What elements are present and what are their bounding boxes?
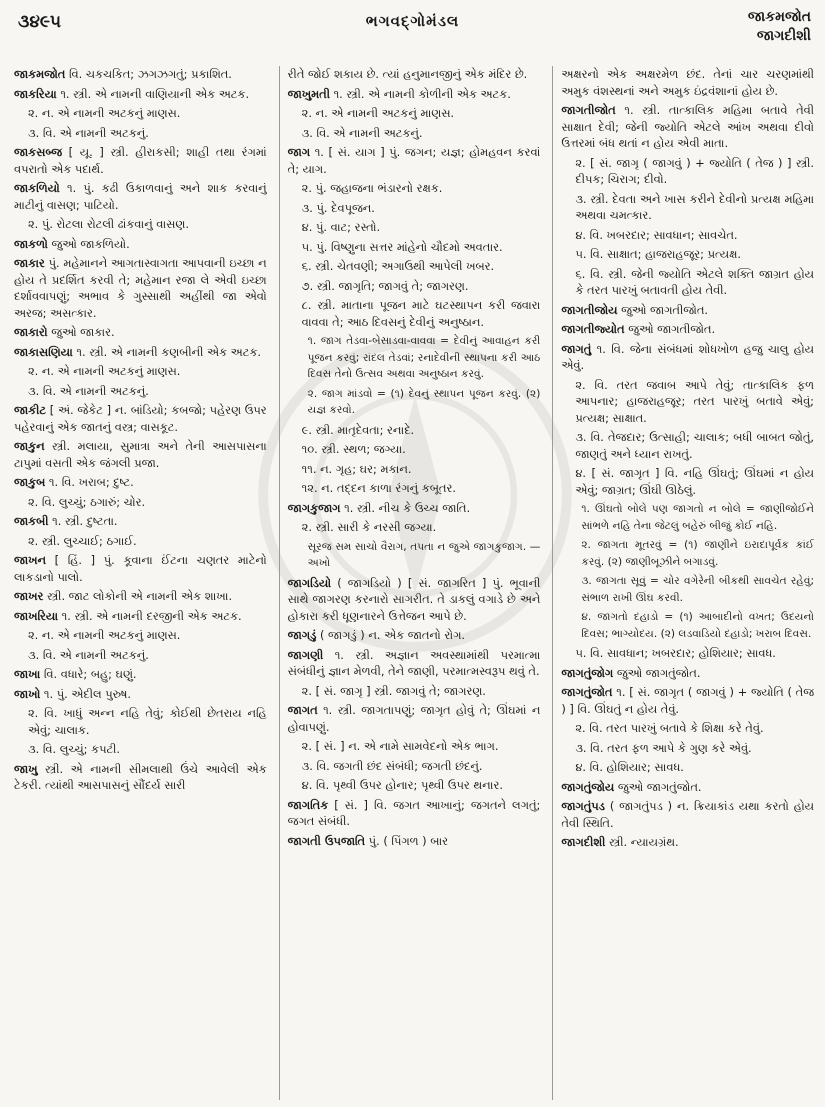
dictionary-entry bbox=[288, 200, 541, 217]
dictionary-entry bbox=[288, 461, 541, 478]
headword: જાકળો bbox=[14, 236, 48, 251]
definition-text: ૮. સ્ત્રી. માતાના પૂજન માટે ઘટસ્થાપન કરી જવારા વાવવા તે; આઠ દિવસનું દેવીનું અનુષ્ઠાન. bbox=[301, 298, 541, 329]
definition-text: જુઓ જાગતીજોત. bbox=[617, 302, 709, 317]
definition-text: ૪. [ સં. જાગૃત ] વિ. નહિ ઊંઘતું; ઊંઘમાં ન હોય એવું; જાગ્રત; ઊંઘી ઊઠેલું. bbox=[575, 466, 815, 497]
dictionary-entry bbox=[561, 684, 814, 717]
dictionary-entry bbox=[288, 180, 541, 197]
definition-text: સૂરજ સમ સાચો વૈરાગ, તપતા ન જુએ જાગકુજાગ. — અખો bbox=[307, 540, 541, 569]
headword: જાગ bbox=[287, 145, 311, 159]
headword: જાગતીજોય bbox=[561, 302, 618, 317]
dictionary-entry bbox=[288, 833, 541, 850]
definition-text: ૧. [ સં. યાગ ] પું. જગન; યજ્ઞ; હોમહવન કરવાં તે; યાગ. bbox=[287, 145, 541, 176]
headword: જાકારો bbox=[14, 325, 48, 339]
dictionary-entry bbox=[14, 216, 267, 233]
headword: જાગતીજોત bbox=[561, 103, 616, 117]
headword: જાગતુંજોય bbox=[561, 779, 615, 794]
definition-text: ૩. સ્ત્રી. દેવતા અને ખાસ કરીને દેવીનો પ્રત્યક્ષ મહિમા અથવા ચમત્કાર. bbox=[575, 191, 815, 222]
headword: જાકુબ bbox=[14, 475, 46, 489]
headword: જાકબી bbox=[14, 514, 49, 528]
dictionary-entry bbox=[288, 278, 541, 295]
dictionary-entry bbox=[14, 363, 267, 380]
definition-text: ૧. સ્ત્રી. એ નામની દરજીની એક અટક. bbox=[58, 608, 242, 623]
dictionary-entry bbox=[14, 741, 267, 758]
dictionary-entry bbox=[14, 761, 267, 794]
dictionary-entry bbox=[14, 533, 267, 550]
dictionary-entry bbox=[561, 302, 814, 319]
definition-text: ૨. પું. રોટલા રોટલી ઢાંકવાનું વાસણ. bbox=[28, 217, 189, 231]
definition-text: ૪. વિ. ખબરદાર; સાવધાન; સાવચેત. bbox=[575, 227, 738, 242]
column-right bbox=[552, 66, 814, 1100]
headword: જાખો bbox=[14, 686, 41, 701]
definition-text: ૧. સ્ત્રી. દુષ્ટતા. bbox=[48, 514, 118, 528]
headword: જાકુન bbox=[14, 439, 45, 453]
dictionary-entry bbox=[14, 474, 267, 491]
dictionary-entry bbox=[288, 575, 541, 625]
definition-text: [ સં. ] વિ. જગત આખાનું; જગતને લગતું; જગત સંબંધી. bbox=[287, 797, 541, 828]
dictionary-entry bbox=[14, 513, 267, 530]
headword: જાકસબ્જ bbox=[14, 145, 63, 159]
definition-text: ૩. પું. દેવપૂજન. bbox=[301, 200, 375, 215]
dictionary-entry bbox=[288, 441, 541, 458]
dictionary-entry bbox=[288, 386, 541, 419]
dictionary-columns bbox=[14, 66, 814, 1100]
definition-text: ૨. વિ. લુચ્ચું; ઠગારું; ચોર. bbox=[28, 494, 146, 509]
dictionary-entry bbox=[561, 266, 814, 299]
definition-text: ૨. પું. જહાજના ભંડારનો રક્ષક. bbox=[301, 181, 443, 195]
definition-text: [ હિં. ] પું. કૂવાના ઈંટના ચણતર માટેનો લાકડાનો પાલો. bbox=[14, 553, 267, 584]
dictionary-entry bbox=[561, 321, 814, 338]
definition-text: ૨. ન. એ નામની અટકનું માણસ. bbox=[28, 106, 181, 120]
definition-text: ૨. [ સં. જાગૃ ( જાગવું ) + જ્યોતિ ( તેજ ) ] સ્ત્રી. દીપક; ચિરાગ; દીવો. bbox=[575, 155, 815, 186]
column-middle bbox=[279, 66, 541, 1100]
headword: જાગડું bbox=[287, 628, 317, 642]
definition-text: ૧. સ્ત્રી. એ નામની કણબીની એક અટક. bbox=[72, 344, 261, 359]
dictionary-entry bbox=[561, 609, 814, 642]
dictionary-entry bbox=[561, 573, 814, 606]
definition-text: ૨. ન. એ નામની અટકનું માણસ. bbox=[28, 628, 181, 642]
definition-text: પું. મહેમાનને આગતાસ્વાગતા આપવાની ઇચ્છા ન હોય તે પ્રદર્શિત કરવી તે; મહેમાન રજા લે એવી ઇચ્છા દર્શાવવાપણું; અભાવ કે ગુસ્સાથી અહીંથી જા એવો અરજ; અસત્કાર. bbox=[14, 256, 267, 320]
dictionary-entry bbox=[14, 627, 267, 644]
definition-text: ૨. જાગ માંડવો = (૧) દેવનું સ્થાપન પૂજન કરવું. (૨) યજ્ઞ કરવો. bbox=[307, 387, 541, 416]
dictionary-entry bbox=[14, 383, 267, 400]
definition-text: રીતે જોઈ શકાય છે. ત્યાં હનુમાનજીનું એક મંદિર છે. bbox=[287, 67, 528, 81]
dictionary-entry bbox=[288, 758, 541, 775]
headword: જાગકુજાગ bbox=[287, 500, 341, 515]
dictionary-entry bbox=[14, 705, 267, 738]
definition-text: ૭. સ્ત્રી. જાગૃતિ; જાગવું તે; જાગરણ. bbox=[301, 278, 469, 293]
definition-text: જુઓ જાગતુંજોત. bbox=[614, 779, 702, 794]
dictionary-entry bbox=[14, 324, 267, 341]
dictionary-entry bbox=[288, 258, 541, 275]
definition-text: [ અં. જેકેટ ] ન. બાંડિયો; કબજો; પહેરણ ઉપર પહેરવાનું એક જાતનું વસ્ત્ર; વાસકૂટ. bbox=[14, 403, 267, 434]
dictionary-entry bbox=[561, 779, 814, 796]
dictionary-entry bbox=[14, 255, 267, 321]
definition-text: ( જાગડિયો ) [ સં. જાગરિત ] પું. ભૂવાની સાથે જાગરણ કરનારો સાગરીત. તે ડાકલું વગાડે છે અને હોકારા કરી ધૂણનારને ઉત્તેજન આપે છે. bbox=[287, 575, 541, 623]
definition-text: ૧. સ્ત્રી. જાગતાપણું; જાગૃત હોવું તે; ઊંઘમાં ન હોવાપણું. bbox=[287, 703, 541, 734]
definition-text: જુઓ જાકળિયો. bbox=[47, 236, 130, 251]
definition-text: વિ. વધારે; બહુ; ઘણું. bbox=[40, 667, 137, 681]
headword: જાગદીશી bbox=[561, 835, 606, 849]
definition-text: ૧. સ્ત્રી. અજ્ઞાન અવસ્થામાંથી પરમાત્મા સંબંધીનું જ્ઞાન મેળવી, તેને જાણી, પરમાત્મસ્વરૂપ થવું તે. bbox=[287, 647, 541, 678]
dictionary-entry bbox=[561, 102, 814, 152]
dictionary-entry bbox=[288, 647, 541, 680]
headword: જાગડિયો bbox=[287, 575, 332, 590]
headword: જાકાર bbox=[14, 256, 45, 270]
definition-text: ૫. વિ. સાવધાન; ખબરદાર; હોશિયાર; સાવધ. bbox=[575, 646, 776, 660]
dictionary-entry bbox=[14, 552, 267, 585]
headword: જાખરિયા bbox=[14, 608, 59, 623]
definition-text: ૧. સ્ત્રી. નીચ કે ઉચ્ચ જાતિ. bbox=[340, 500, 471, 515]
headword: જાકમજોત bbox=[14, 67, 66, 81]
dictionary-entry bbox=[288, 480, 541, 497]
dictionary-entry bbox=[14, 647, 267, 664]
dictionary-entry bbox=[561, 246, 814, 263]
definition-text: સ્ત્રી. જાટ લોકોની એ નામની એક શાખા. bbox=[43, 589, 233, 603]
dictionary-entry bbox=[14, 402, 267, 435]
definition-text: વિ. ચકચકિત; ઝગઝગતું; પ્રકાશિત. bbox=[65, 67, 232, 81]
dictionary-entry bbox=[561, 798, 814, 831]
headword: જાકરિયા bbox=[14, 86, 57, 101]
definition-text: ૨. સ્ત્રી. લુચ્ચાઈ; ઠગાઈ. bbox=[28, 533, 137, 548]
definition-text: જુઓ જાગતીજોત. bbox=[624, 322, 716, 336]
dictionary-entry bbox=[288, 125, 541, 142]
definition-text: સ્ત્રી. એ નામની સીમલાથી ઉંચે આવેલી એક ટેકરી. ત્યાંથી આસપાસનું સૌંદર્ય સારી bbox=[14, 761, 267, 792]
dictionary-entry bbox=[14, 180, 267, 213]
dictionary-entry bbox=[288, 239, 541, 256]
definition-text: ૧. સ્ત્રી. તાત્કાલિક મહિમા બતાવે તેવી સાક્ષાત દેવી; જેની જ્યોતિ એટલે આંખ અથવા દીવો ઉત્તરમાં બંધ થતાં ન હોય એવી માતા. bbox=[561, 103, 815, 150]
definition-text: ૩. વિ. તરત ફળ આપે કે ગુણ કરે એવું. bbox=[575, 740, 752, 755]
definition-text: ૯. સ્ત્રી. માતૃદેવતા; રનાદે. bbox=[301, 422, 415, 437]
guide-word-last: જાગદીશી bbox=[756, 28, 811, 44]
headword: જાકીટ bbox=[14, 403, 47, 417]
guide-word-first: જાકમજોત bbox=[747, 9, 811, 25]
dictionary-entry bbox=[561, 740, 814, 757]
definition-text: ૬. વિ. સ્ત્રી. જેની જ્યોતિ એટલે શક્તિ જાગ્રત હોય કે તરત પારખું બતાવતી હોય તેવી. bbox=[575, 266, 815, 297]
definition-text: સ્ત્રી. ન્યાયગ્રંથ. bbox=[605, 835, 679, 849]
dictionary-entry bbox=[561, 501, 814, 534]
definition-text: ૫. પું. વિષ્ણુના સત્તર માંહેનો ચૌદમો અવતાર. bbox=[301, 239, 503, 254]
definition-text: ૨. વિ. તરત પારખું બતાવે કે શિક્ષા કરે તેવું. bbox=[575, 721, 764, 735]
book-title: ભગવદ્ગોમંડલ bbox=[365, 12, 460, 30]
dictionary-entry bbox=[288, 86, 541, 103]
headword: જાગતી ઉપજાતિ bbox=[287, 833, 366, 848]
dictionary-entry bbox=[561, 429, 814, 462]
dictionary-entry bbox=[561, 720, 814, 737]
definition-text: ૩. વિ. એ નામની અટકનું. bbox=[28, 383, 149, 398]
definition-text: ૧. જાગ તેડવા-બેસાડવા-વાવવા = દેવીનું આવાહન કરી પૂજન કરવું; રાંદલ તેડવાં; રનાદેવીની સ્થાપના કરી આઠ દિવસ તેનો ઉત્સવ અથવા અનુષ્ઠાન કરવું. bbox=[307, 335, 541, 380]
dictionary-entry bbox=[288, 500, 541, 517]
dictionary-entry bbox=[14, 608, 267, 625]
dictionary-entry bbox=[14, 494, 267, 511]
headword: જાખર bbox=[14, 589, 44, 603]
definition-text: ૧. વિ. જેના સંબંધમાં શોધખોળ હજુ ચાલુ હોય એવું. bbox=[561, 341, 815, 372]
headword: જાગતીજ્યોત bbox=[561, 322, 625, 336]
headword: જાખન bbox=[14, 553, 46, 567]
dictionary-entry bbox=[561, 537, 814, 570]
guide-words bbox=[748, 8, 811, 46]
definition-text: ૨. વિ. તરત જવાબ આપે તેવું; તાત્કાલિક ફળ આપનાર; હાજરાહજૂર; તરત પારખું બતાવે એવું; પ્રત્યક્ષ; સાક્ષાત. bbox=[575, 377, 815, 425]
dictionary-entry bbox=[14, 144, 267, 177]
dictionary-entry bbox=[561, 191, 814, 224]
dictionary-entry bbox=[14, 344, 267, 361]
dictionary-entry bbox=[288, 144, 541, 177]
definition-text: ૪. વિ. પૃથ્વી ઉપર હોનાર; પૃથ્વી ઉપર થનાર. bbox=[301, 778, 503, 792]
dictionary-entry bbox=[288, 519, 541, 536]
definition-text: ૧૧. ન. ગૃહ; ઘર; મકાન. bbox=[301, 461, 412, 476]
headword: જાકળિયો bbox=[14, 181, 60, 195]
definition-text: ૨. સ્ત્રી. સારી કે નરસી જગ્યા. bbox=[301, 520, 437, 534]
definition-text: ૨. ન. એ નામની અટકનું માણસ. bbox=[301, 106, 455, 120]
definition-text: ૧. સ્ત્રી. એ નામની કોળીની એક અટક. bbox=[329, 86, 511, 101]
headword: જાખા bbox=[14, 667, 41, 681]
definition-text: ૩. જાગતા સૂવું = ચોર વગેરેની બીકથી સાવચેત રહેવું; સંભાળ રાખી ઊંઘ કરવી. bbox=[581, 575, 815, 604]
dictionary-entry bbox=[288, 219, 541, 236]
definition-text: પું. ( પિંગળ ) બાર bbox=[365, 833, 449, 848]
dictionary-entry bbox=[561, 665, 814, 682]
definition-text: ૪. પું. વાટ; રસ્તો. bbox=[301, 220, 381, 234]
definition-text: ૩. વિ. લુચ્ચું; કપટી. bbox=[28, 742, 120, 756]
definition-text: ૨. ન. એ નામની અટકનું માણસ. bbox=[28, 364, 181, 378]
headword: જાગત bbox=[287, 703, 318, 717]
dictionary-entry bbox=[288, 297, 541, 330]
definition-text: [ યૂ. ] સ્ત્રી. હીરાકસી; શાહી તથા રંગમાં વપરાતો એક પદાર્થ. bbox=[14, 145, 267, 176]
page-number: ૩૪૯૫ bbox=[18, 12, 62, 32]
dictionary-entry bbox=[14, 66, 267, 83]
definition-text: ૧૨. ન. તદ્દન કાળા રંગનું કબૂતર. bbox=[301, 481, 456, 495]
dictionary-entry bbox=[288, 738, 541, 755]
dictionary-entry bbox=[561, 341, 814, 374]
definition-text: ૨. જાગતા મૂતરવું = (૧) જાણીને ઇરાદાપૂર્વક કાંઈ કરવું. (૨) જાણીબૂઝીને બગાડવું. bbox=[581, 539, 815, 568]
dictionary-entry bbox=[561, 759, 814, 776]
dictionary-entry bbox=[288, 702, 541, 735]
dictionary-entry bbox=[561, 377, 814, 427]
dictionary-entry bbox=[288, 66, 541, 83]
definition-text: ૧૦. સ્ત્રી. સ્થળ; જગ્યા. bbox=[301, 442, 406, 456]
headword: જાગતુંજોગ bbox=[561, 665, 614, 680]
dictionary-entry bbox=[561, 66, 814, 99]
definition-text: ૧. વિ. ખરાબ; દુષ્ટ. bbox=[45, 475, 134, 489]
definition-text: ૫. વિ. સાક્ષાત; હાજરાહજૂર; પ્રત્યક્ષ. bbox=[575, 247, 742, 261]
dictionary-entry bbox=[14, 236, 267, 253]
dictionary-entry bbox=[288, 422, 541, 439]
definition-text: ( જાગડું ) ન. એક જાતનો રોગ. bbox=[316, 628, 466, 642]
definition-text: ૪. વિ. હોશિયાર; સાવધ. bbox=[575, 760, 684, 774]
definition-text: ૩. વિ. એ નામની અટકનું. bbox=[28, 125, 149, 140]
definition-text: ૩. વિ. જગતી છંદ સંબંધી; જગતી છંદનું. bbox=[301, 758, 483, 773]
dictionary-entry bbox=[288, 683, 541, 700]
headword: જાગણી bbox=[287, 647, 324, 662]
definition-text: જુઓ જાગતુંજોત. bbox=[613, 665, 701, 680]
headword: જાકાસણિયા bbox=[14, 344, 73, 359]
definition-text: ૪. જાગતો દહાડો = (૧) આબાદીનો વખત; ઉદયનો દિવસ; ભાગ્યોદય. (૨) લડવાડિયો દહાડો; ખરાબ દિવસ. bbox=[581, 611, 815, 640]
dictionary-entry bbox=[288, 777, 541, 794]
definition-text: ૧. પું. કઢી ઉકાળવાનું અને શાક કરવાનું માટીનું વાસણ; પાટિયો. bbox=[14, 181, 267, 212]
dictionary-entry bbox=[561, 645, 814, 662]
dictionary-entry bbox=[14, 86, 267, 103]
headword: જાગતું bbox=[561, 341, 592, 356]
headword: જાગતુંપડ bbox=[561, 799, 605, 813]
definition-text: ( જાગતુંપડ ) ન. ક્રિયાકાંડ યથા કરતો હોય તેવી સ્થિતિ. bbox=[561, 799, 815, 830]
column-left bbox=[14, 66, 267, 1100]
definition-text: ૬. સ્ત્રી. ચેતવણી; અગાઉથી આપેલી ખબર. bbox=[301, 259, 495, 273]
dictionary-entry bbox=[14, 438, 267, 471]
definition-text: સ્ત્રી. મલાયા, સુમાત્રા અને તેની આસપાસના ટાપુમાં વસતી એક જંગલી પ્રજા. bbox=[14, 439, 267, 470]
definition-text: ૩. વિ. એ નામની અટકનું. bbox=[301, 125, 423, 140]
dictionary-entry bbox=[14, 588, 267, 605]
dictionary-entry bbox=[14, 686, 267, 703]
dictionary-entry bbox=[288, 627, 541, 644]
dictionary-entry bbox=[288, 333, 541, 383]
dictionary-entry bbox=[561, 465, 814, 498]
definition-text: જુઓ જાકાર. bbox=[47, 325, 115, 339]
dictionary-entry bbox=[288, 105, 541, 122]
dictionary-entry bbox=[288, 797, 541, 830]
dictionary-entry bbox=[14, 105, 267, 122]
definition-text: ૧. સ્ત્રી. એ નામની વાણિયાની એક અટક. bbox=[56, 86, 250, 101]
definition-text: ૧. ઊંઘતો બોલે પણ જાગતો ન બોલે = જાણીજોઈને સાંભળે નહિ તેના જેટલું બહેરું બીજું કોઈ નહિ. bbox=[581, 503, 815, 532]
headword: જાગતિક bbox=[287, 797, 329, 812]
definition-text: ૨. [ સં. જાગૃ ] સ્ત્રી. જાગવું તે; જાગરણ. bbox=[301, 683, 486, 698]
definition-text: ૧. [ સં. જાગૃત ( જાગવું ) + જ્યોતિ ( તેજ ) ] વિ. ઊંઘતું ન હોય તેવું. bbox=[561, 685, 815, 716]
dictionary-entry bbox=[14, 666, 267, 683]
dictionary-entry bbox=[561, 227, 814, 244]
definition-text: ૧. પું. એદીલ પુરુષ. bbox=[40, 686, 131, 701]
definition-text: ૩. વિ. તેજદાર; ઉત્સાહી; ચાલાક; બધી બાબત જોતું, જાણતું અને ધ્યાન રાખતું. bbox=[575, 430, 815, 461]
dictionary-entry bbox=[14, 125, 267, 142]
headword: જાખુમતી bbox=[287, 86, 330, 101]
headword: જાગતુંજોત bbox=[561, 685, 613, 699]
definition-text: ૨. [ સં. ] ન. એ નામે સામવેદનો એક ભાગ. bbox=[301, 739, 499, 753]
definition-text: ૩. વિ. એ નામની અટકનું. bbox=[28, 647, 149, 662]
dictionary-entry bbox=[561, 155, 814, 188]
page-header bbox=[0, 0, 825, 66]
definition-text: ૨. વિ. ખાધું અન્ન નહિ તેવું; કોઈથી છેતરાય નહિ એવું; ચાલાક. bbox=[28, 706, 267, 737]
dictionary-entry bbox=[288, 539, 541, 572]
headword: જાખુ bbox=[14, 761, 38, 776]
dictionary-entry bbox=[561, 834, 814, 851]
definition-text: અક્ષરનો એક અક્ષરમેળ છંદ. તેનાં ચાર ચરણમાંથી અમુક વંશસ્થનાં અને અમુક ઇંદ્રવંશાનાં હોય છે. bbox=[561, 67, 815, 98]
